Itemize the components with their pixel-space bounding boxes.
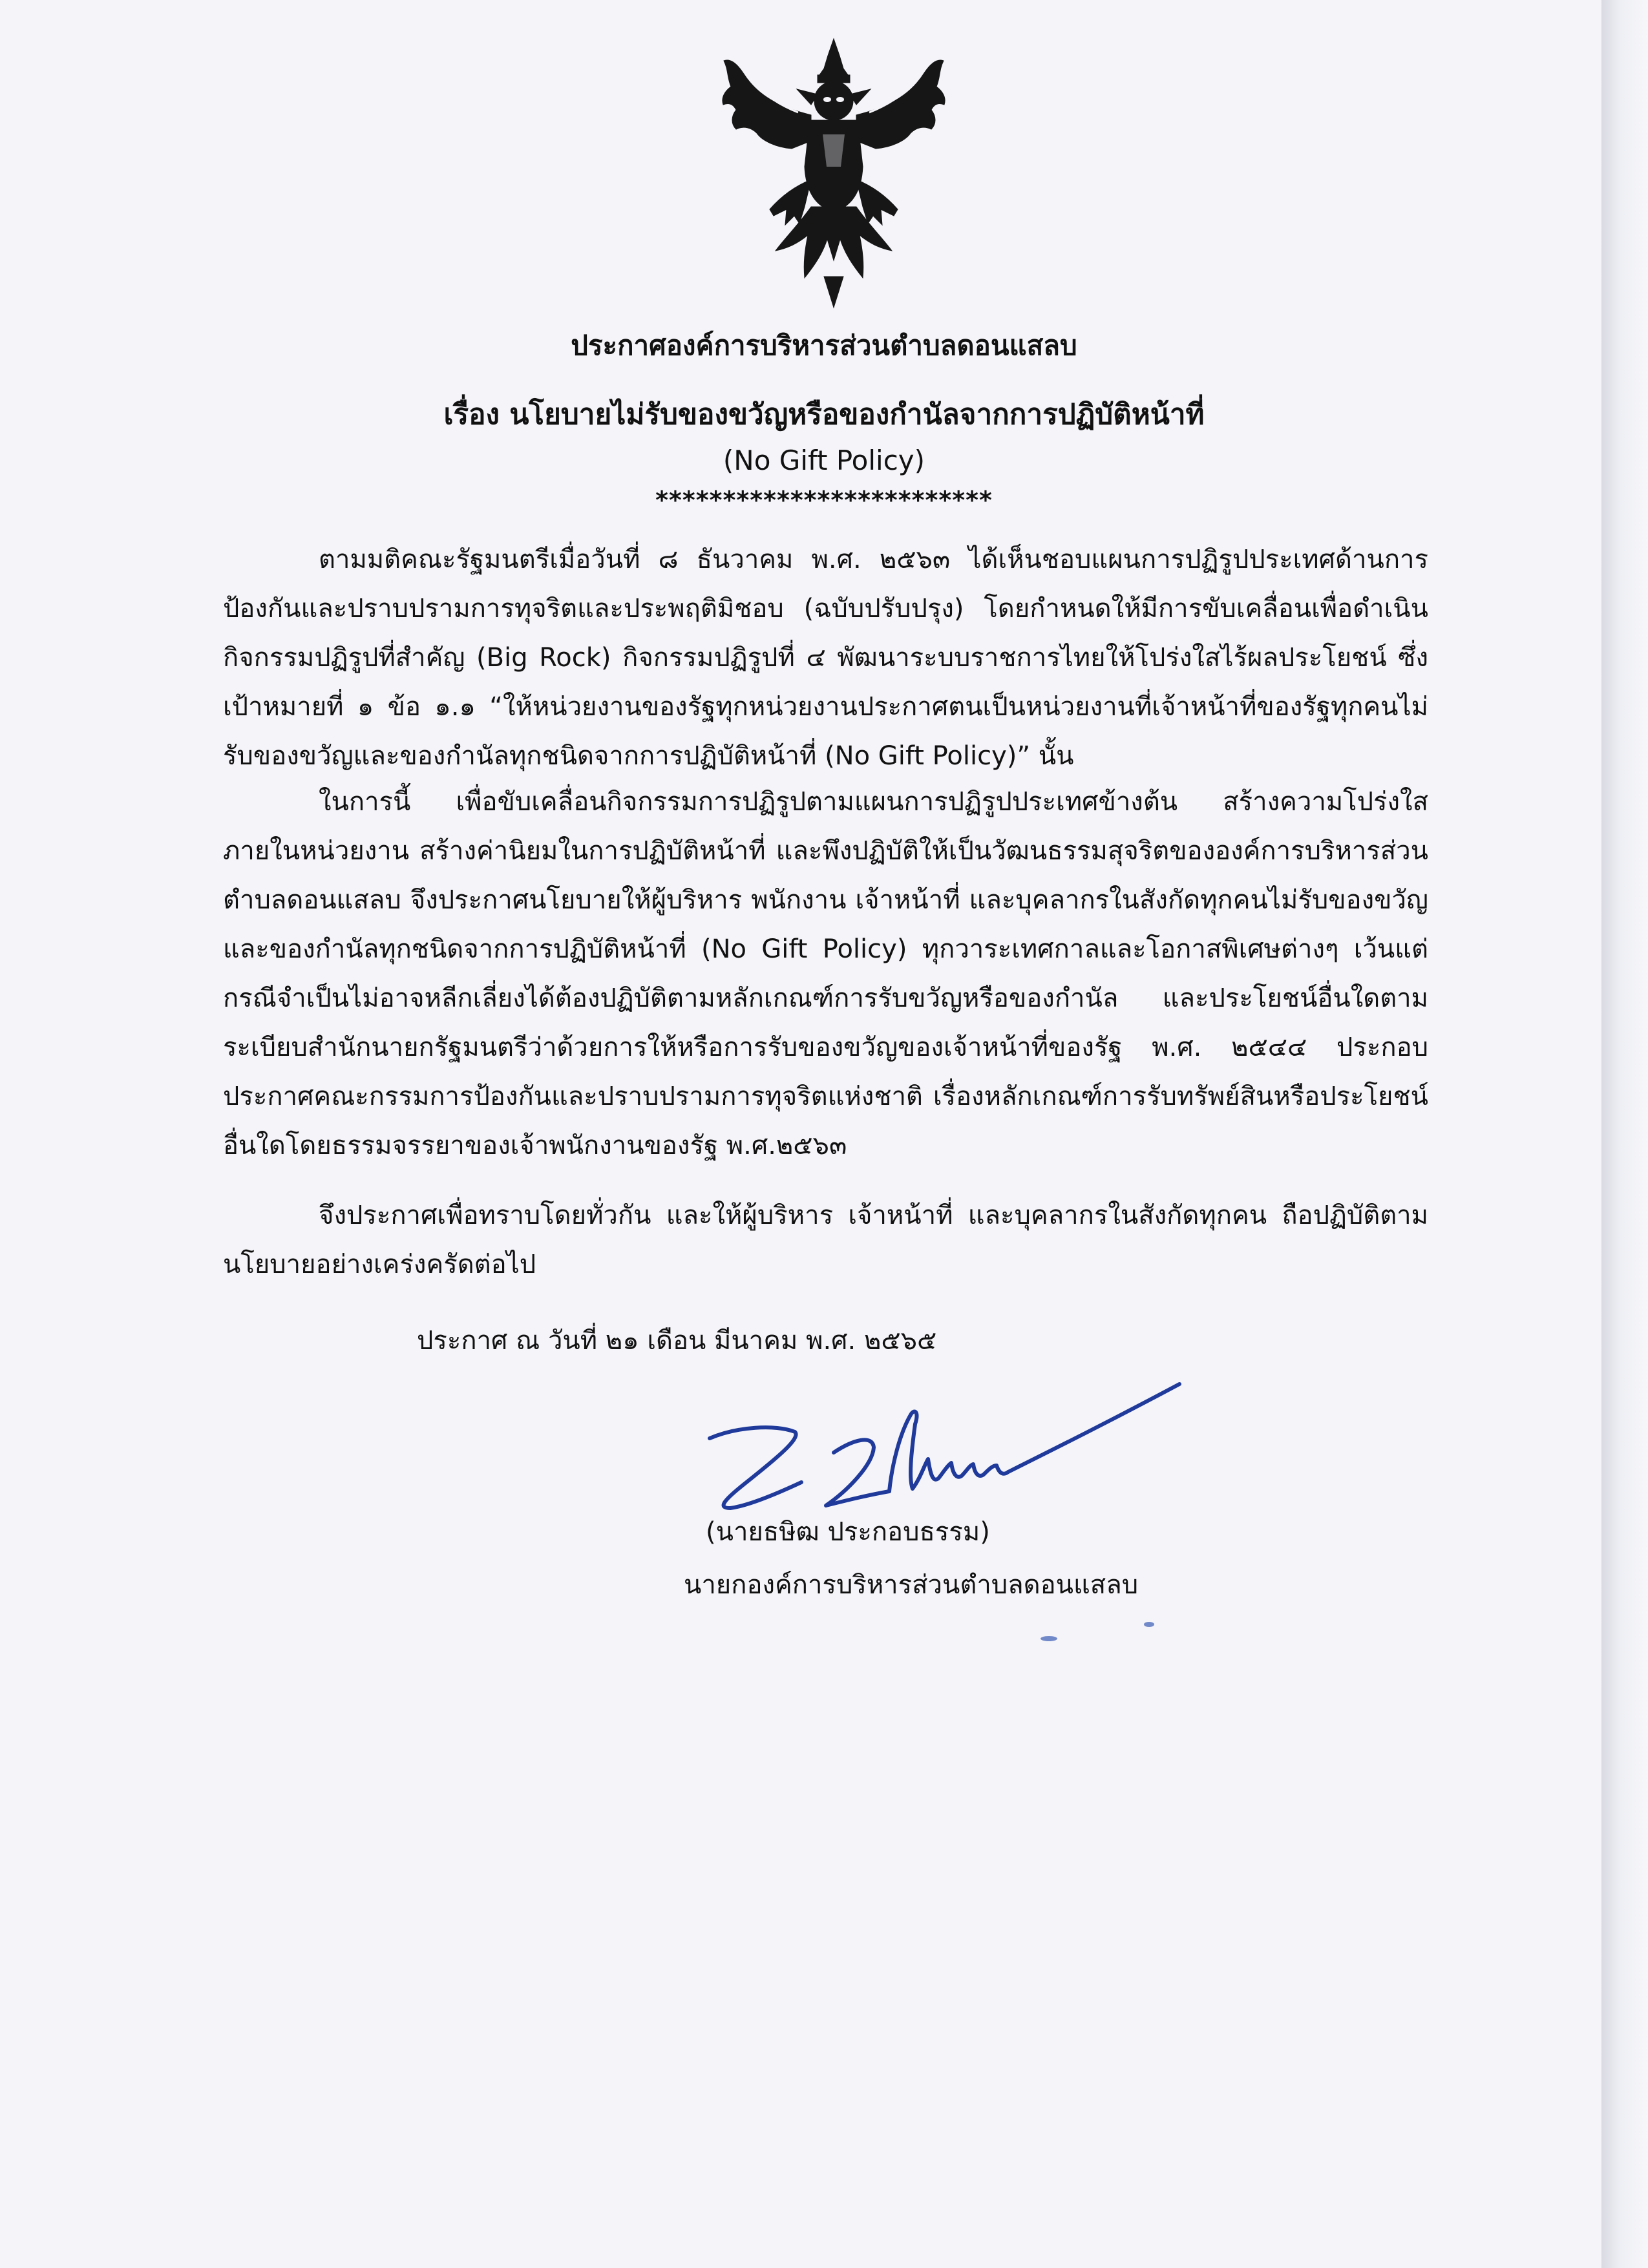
signer-position: นายกองค์การบริหารส่วนตำบลดอนแสลบ	[684, 1570, 1139, 1600]
paragraph-1-block	[223, 535, 1428, 781]
announcement-subject: เรื่อง นโยบายไม่รับของขวัญหรือของกำนัลจากการปฏิบัติหน้าที่	[443, 398, 1205, 431]
body-paragraph-2: ในการนี้ เพื่อขับเคลื่อนกิจกรรมการปฏิรูปตามแผนการปฏิรูปประเทศข้างต้น สร้างความโปร่งใสภายในหน่วยงาน สร้างค่านิยมในการปฏิบัติหน้าที่ และพึงปฏิบัติให้เป็นวัฒนธรรมสุจริตขององค์การบริหารส่วนตำบลดอนแสลบ จึงประกาศนโยบายให้ผู้บริหาร พนักงาน เจ้าหน้าที่ และบุคลากรในสังกัดทุกคนไม่รับของขวัญและของกำนัลทุกชนิดจากการปฏิบัติหน้าที่ (No Gift Policy) ทุกวาระเทศกาลและโอกาสพิเศษต่างๆ เว้นแต่กรณีจำเป็นไม่อาจหลีกเลี่ยงได้ต้องปฏิบัติตามหลักเกณฑ์การรับขวัญหรือของกำนัล และประโยชน์อื่นใดตามระเบียบสำนักนายกรัฐมนตรีว่าด้วยการให้หรือการรับของขวัญของเจ้าหน้าที่ของรัฐ พ.ศ. ๒๕๔๔ ประกอบประกาศคณะกรรมการป้องกันและปราบปรามการทุจริตแห่งชาติ เรื่องหลักเกณฑ์การรับทรัพย์สินหรือประโยชน์อื่นใดโดยธรรมจรรยาของเจ้าพนักงานของรัฐ พ.ศ.๒๕๖๓	[223, 787, 1428, 1160]
announcement-date: ประกาศ ณ วันที่ ๒๑ เดือน มีนาคม พ.ศ. ๒๕๖๕	[417, 1326, 937, 1356]
ink-mark	[1144, 1622, 1154, 1627]
announcement-subject-english: (No Gift Policy)	[723, 445, 925, 476]
handwritten-signature	[698, 1362, 1183, 1524]
body-paragraph-1: ตามมติคณะรัฐมนตรีเมื่อวันที่ ๘ ธันวาคม พ.ศ. ๒๕๖๓ ได้เห็นชอบแผนการปฏิรูปประเทศด้านการป้องกันและปราบปรามการทุจริตและประพฤติมิชอบ (ฉบับปรับปรุง) โดยกำหนดให้มีการขับเคลื่อนเพื่อดำเนินกิจกรรมปฏิรูปที่สำคัญ (Big Rock) กิจกรรมปฏิรูปที่ ๔ พัฒนาระบบราชการไทยให้โปร่งใสไร้ผลประโยชน์ ซึ่งเป้าหมายที่ ๑ ข้อ ๑.๑ “ให้หน่วยงานของรัฐทุกหน่วยงานประกาศตนเป็นหน่วยงานที่เจ้าหน้าที่ของรัฐทุกคนไม่รับของขวัญและของกำนัลทุกชนิดจากการปฏิบัติหน้าที่ (No Gift Policy)” นั้น	[223, 545, 1428, 771]
signer-name: (นายธษิฒ ประกอบธรรม)	[706, 1517, 990, 1547]
ink-mark	[1041, 1636, 1057, 1641]
body-paragraph-3: จึงประกาศเพื่อทราบโดยทั่วกัน และให้ผู้บริหาร เจ้าหน้าที่ และบุคลากรในสังกัดทุกคน ถือปฏิบัติตามนโยบายอย่างเคร่งครัดต่อไป	[223, 1201, 1428, 1279]
separator-line: *************************	[655, 486, 993, 514]
garuda-emblem	[714, 37, 953, 309]
paragraph-2-block	[223, 777, 1428, 1170]
announcement-title: ประกาศองค์การบริหารส่วนตำบลดอนแสลบ	[571, 330, 1077, 361]
paragraph-3-block	[223, 1191, 1428, 1289]
